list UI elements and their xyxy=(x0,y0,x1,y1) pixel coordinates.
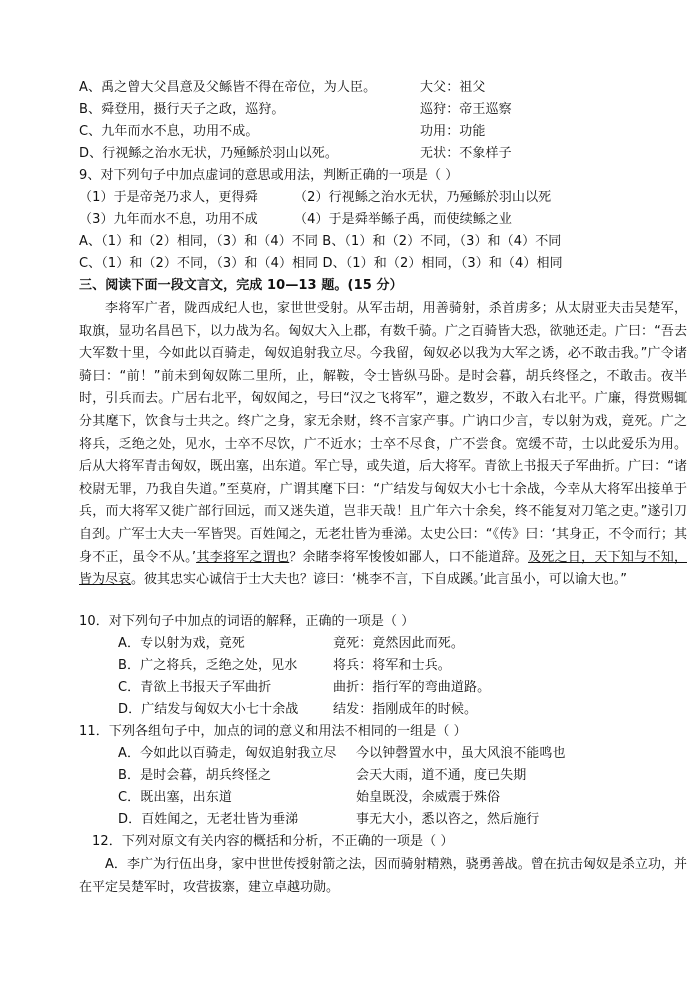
q11-option-d-compare: 事无大小，悉以咨之，然后施行 xyxy=(356,812,540,827)
q9-options-ab: A、（1）和（2）相同，（3）和（4）不同 B、（1）和（2）不同，（3）和（4）不同 xyxy=(79,234,562,249)
q10-option-b-gloss: 将兵：将军和士兵。 xyxy=(333,658,451,673)
q10-option-a-gloss: 竟死：竟然因此而死。 xyxy=(333,636,465,651)
q8-option-b-gloss: 巡狩：帝王巡察 xyxy=(420,102,512,117)
underlined-sentence-2: 及死之日，天下知与不知，皆为尽哀 xyxy=(79,549,687,588)
q8-option-a-gloss: 大父：祖父 xyxy=(420,80,486,95)
q8-option-d-gloss: 无状：不象样子 xyxy=(420,146,512,161)
q10-stem: 10．对下列句子中加点的词语的解释，正确的一项是（ ） xyxy=(79,614,415,629)
q10-option-c-gloss: 曲折：指行军的弯曲道路。 xyxy=(333,680,491,695)
passage-text-1: 李将军广者，陇西成纪人也，家世世受射。从军击胡，用善骑射，杀首虏多；从太尉亚夫击吴楚军，取旗，显功名昌邑下，以力战为名。匈奴大入上郡，有数千骑。广之百骑皆大恐，欲驰还走。广曰：“吾去大军数十里，今如此以百骑走，匈奴追射我立尽。今我留，匈奴必以我为大军之诱，必不敢击我。”广令诸骑曰：“前！”前未到匈奴陈二里所，止，解鞍，令士皆纵马卧。是时会暮，胡兵终怪之，不敢击。夜半时，引兵而去。广居右北平，匈奴闻之，号曰“汉之飞将军”，避之数岁，不敢入右北平。广廉，得赏赐辄分其麾下，饮食与士共之。终广之身，家无余财，终不言家产事。广讷口少言，专以射为戏，竟死。广之将兵，乏绝之处，见水，士卒不尽饮，广不近水；士卒不尽食，广不尝食。宽缓不苛，士以此爱乐为用。后从大将军青击匈奴，既出塞，出东道。军亡导，或失道，后大将军。青欲上书报天子军曲折。广曰：“诸校尉无罪，乃我自失道。”至莫府，广谓其麾下曰：“广结发与匈奴大小七十余战，今幸从大将军出接单于兵，而大将军又徙广部行回远，而又迷失道，岂非天哉！且广年六十余矣，终不能复对刀笔之吏。”遂引刀自刭。广军士大夫一军皆哭。百姓闻之，无老壮皆为垂涕。太史公曰：“《传》曰：‘其身正，不令而行；其身不正，虽令不从。’ xyxy=(79,301,687,565)
q10-option-a: A．专以射为戏，竟死 xyxy=(118,636,245,651)
section-heading: 三、阅读下面一段文言文，完成 10—13 题。(15 分） xyxy=(79,278,403,293)
q8-option-b: B、舜登用，摄行天子之政，巡狩。 xyxy=(79,102,285,117)
q10-option-c: C．青欲上书报天子军曲折 xyxy=(118,680,272,695)
q8-option-c-gloss: 功用：功能 xyxy=(420,124,486,139)
q11-option-b: B．是时会暮，胡兵终怪之 xyxy=(118,768,272,783)
q10-option-d: D．广结发与匈奴大小七十余战 xyxy=(118,702,299,717)
q11-stem: 11．下列各组句子中，加点的词的意义和用法不相同的一组是（ ） xyxy=(79,724,467,739)
underlined-sentence-1: 其李将军之谓也 xyxy=(196,549,290,565)
q11-option-a: A．今如此以百骑走，匈奴追射我立尽 xyxy=(118,746,337,761)
q11-option-b-compare: 会天大雨，道不通，度已失期 xyxy=(356,768,527,783)
q8-option-d: D、行视鲧之治水无状，乃殛鲧於羽山以死。 xyxy=(79,146,339,161)
q8-option-a: A、禹之曾大父昌意及父鲧皆不得在帝位，为人臣。 xyxy=(79,80,377,95)
q11-option-c: C．既出塞，出东道 xyxy=(118,790,232,805)
q9-stem: 9、对下列句子中加点虚词的意思或用法，判断正确的一项是（ ） xyxy=(79,168,459,183)
q10-option-b: B．广之将兵，乏绝之处，见水 xyxy=(118,658,298,673)
passage-text-3: 。彼其忠实心诚信于士大夫也？谚曰：‘桃李不言，下自成蹊。’此言虽小，可以谕大也。” xyxy=(131,572,628,588)
q11-option-c-compare: 始皇既没，余威震于殊俗 xyxy=(356,790,501,805)
q9-sentence-2: （2）行视鲧之治水无状，乃殛鲧於羽山以死 xyxy=(294,190,552,205)
q12-option-a: A．李广为行伍出身，家中世世传授射箭之法，因而骑射精熟，骁勇善战。曾在抗击匈奴是杀立功，并在平定吴楚军时，攻营拔寨，建立卓越功勋。 xyxy=(79,857,687,895)
q9-sentence-4: （4）于是舜举鲧子禹，而使续鲧之业 xyxy=(294,212,512,227)
q11-option-a-compare: 今以钟磬置水中，虽大风浪不能鸣也 xyxy=(356,746,566,761)
q9-sentence-3: （3）九年而水不息，功用不成 xyxy=(79,212,258,227)
q12-stem: 12．下列对原文有关内容的概括和分析，不正确的一项是（ ） xyxy=(92,834,454,849)
q9-options-cd: C、（1）和（2）不同，（3）和（4）相同 D、（1）和（2）相同，（3）和（4）相同 xyxy=(79,256,563,271)
q10-option-d-gloss: 结发：指刚成年的时候。 xyxy=(333,702,478,717)
q9-sentence-1: （1）于是帝尧乃求人，更得舜 xyxy=(79,190,258,205)
q8-option-c: C、九年而水不息，功用不成。 xyxy=(79,124,259,139)
classical-passage xyxy=(79,298,687,592)
passage-text-2: ？余睹李将军悛悛如鄙人，口不能道辞。 xyxy=(289,549,529,565)
q11-option-d: D．百姓闻之，无老壮皆为垂涕 xyxy=(118,812,299,827)
